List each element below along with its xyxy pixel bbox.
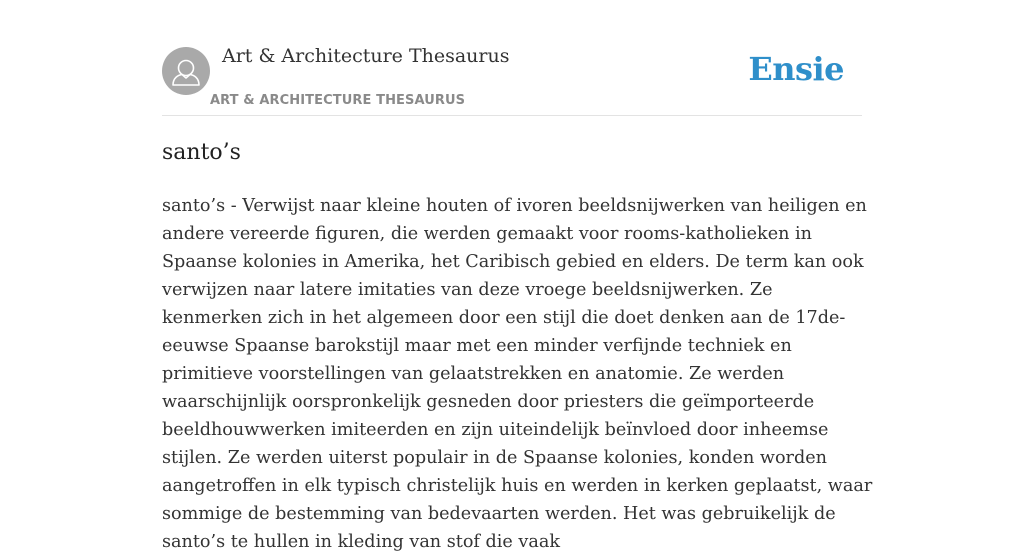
avatar[interactable] (162, 47, 210, 95)
user-silhouette-icon (162, 47, 210, 95)
header (162, 0, 862, 116)
site-logo[interactable]: Ensie (748, 50, 844, 88)
author-name[interactable]: Art & Architecture Thesaurus (222, 45, 510, 67)
article-title: santo’s (162, 140, 241, 165)
article-body: santo’s - Verwijst naar kleine houten of ivoren beeldsnijwerken van heiligen en andere vereerde figuren, die werden gemaakt voor rooms-katholieken in Spaanse kolonies in Amerika, het Caribisch gebied en elders. De term kan ook verwijzen naar latere imitaties van deze vroege beeldsnijwerken. Ze kenmerken zich in het algemeen door een stijl die doet denken aan de 17de-eeuwse Spaanse barokstijl maar met een minder verfijnde techniek en primitieve voorstellingen van gelaatstrekken en anatomie. Ze werden waarschijnlijk oorspronkelijk gesneden door priesters die geïmporteerde beeldhouwwerken imiteerden en zijn uiteindelijk beïnvloed door inheemse stijlen. Ze werden uiterst populair in de Spaanse kolonies, konden worden aangetroffen in elk typisch christelijk huis en werden in kerken geplaatst, waar sommige de bestemming van bedevaarten werden. Het was gebruikelijk de santo’s te hullen in kleding van stof die vaak (162, 196, 873, 552)
category-label[interactable]: ART & ARCHITECTURE THESAURUS (210, 93, 466, 108)
